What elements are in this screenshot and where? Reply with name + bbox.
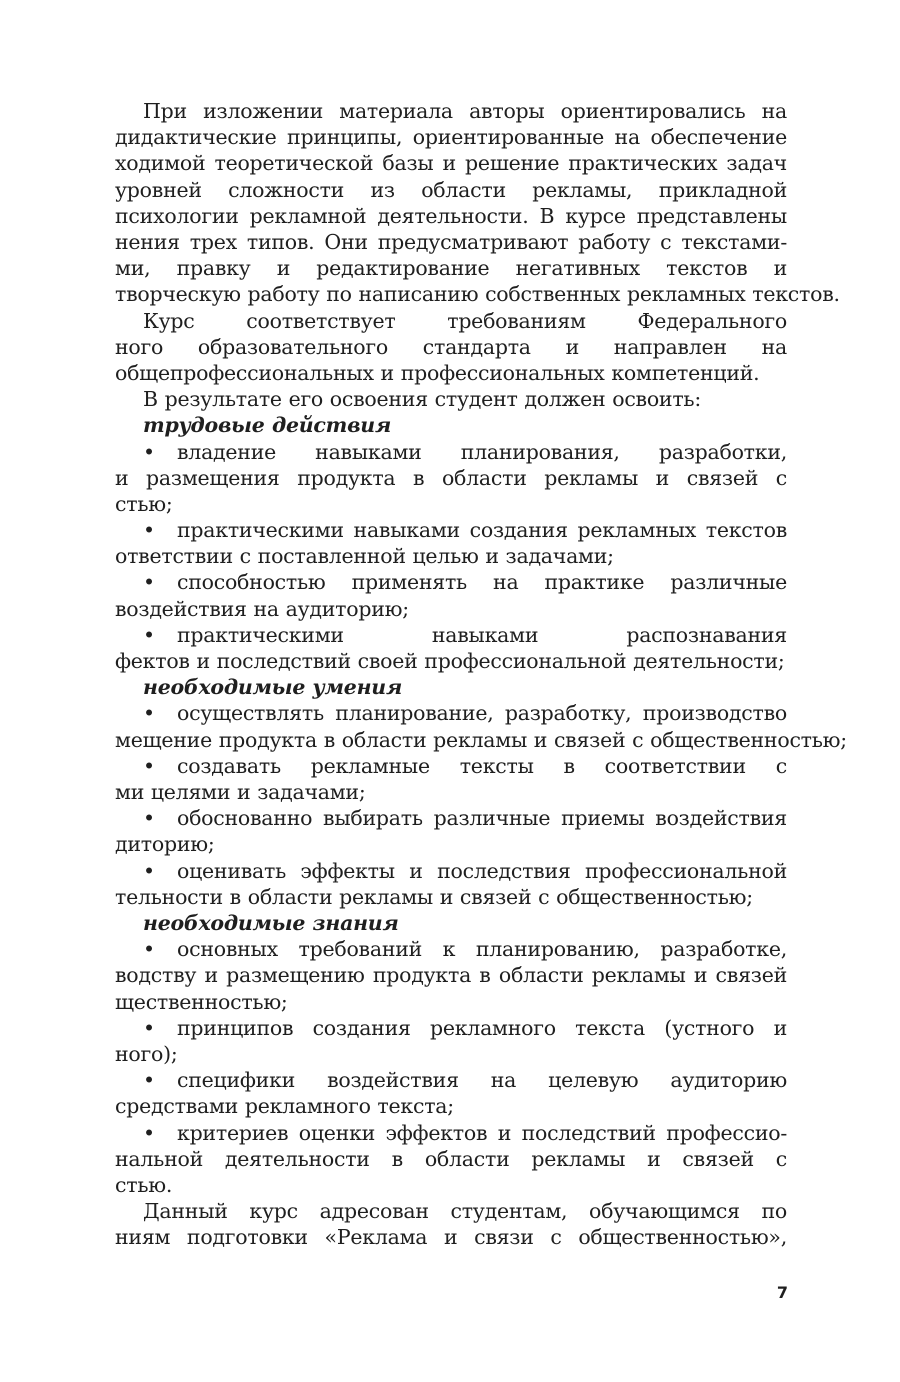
text-line: нальной деятельности в области рекламы и связей с [115,1146,787,1171]
bullet-icon: • [143,1068,155,1093]
text-line: щественностью; [115,989,288,1014]
text-line [115,439,787,465]
list-item-text: специфики воздействия на целевую аудиторию [177,1068,787,1093]
text-line [115,753,787,779]
list-item [115,936,787,1015]
text-line: творческую работу по написанию собственных рекламных текстов. [115,282,840,307]
text-line: ми, правку и редактирование негативных текстов и [115,256,787,281]
text-line: водству и размещению продукта в области рекламы и связей [115,963,787,988]
result-paragraph: В результате его освоения студент должен освоить: [143,387,702,412]
text-line: мещение продукта в области рекламы и связей с общественностью; [115,727,847,752]
bullet-icon: • [143,1120,155,1145]
text-line: Курс соответствует требованиям Федерального [143,308,787,333]
list-item-text: критериев оценки эффектов и последствий профессио- [177,1120,787,1145]
text-line: общепрофессиональных и профессиональных компетенций. [115,360,760,385]
section-heading-labor-actions: трудовые действия [143,413,392,438]
text-line [115,1120,787,1146]
page-body [115,98,847,1251]
text-line: ми целями и задачами; [115,780,366,805]
section-heading-required-skills: необходимые умения [143,675,403,700]
bullet-icon: • [143,1015,155,1040]
text-line: фектов и последствий своей профессиональной деятельности; [115,649,785,674]
bullet-icon: • [143,622,155,647]
bullet-icon: • [143,439,155,464]
list-item-text: практическими навыками создания рекламных текстов [177,518,787,543]
list-item [115,622,787,674]
text-line: диторию; [115,832,215,857]
section-heading-required-knowledge: необходимые знания [143,911,399,936]
text-line [115,700,787,726]
text-line: стью; [115,491,173,516]
list-item-text: создавать рекламные тексты в соответствии с [177,753,787,778]
text-line: ниям подготовки «Реклама и связи с общественностью», [115,1225,787,1250]
list-item [115,1067,787,1119]
text-line [115,1015,787,1041]
bullet-icon: • [143,806,155,831]
text-line: При изложении материала авторы ориентировались на [143,99,787,123]
text-line: ответствии с поставленной целью и задачами; [115,544,614,569]
list-item-text: осуществлять планирование, разработку, производство [177,701,787,726]
list-item-text: обоснованно выбирать различные приемы воздействия [177,806,787,831]
text-line [115,858,787,884]
bullet-icon: • [143,701,155,726]
page-number: 7 [776,1283,788,1302]
list-item-text: способностью применять на практике различные [177,570,787,595]
list-item-text: практическими навыками распознавания [177,622,787,647]
list-item [115,700,847,752]
text-line: Данный курс адресован студентам, обучающимся по [143,1199,787,1224]
list-item-text: основных требований к планированию, разработке, [177,937,787,962]
bullet-icon: • [143,858,155,883]
text-line: ного); [115,1041,178,1066]
list-item [115,569,787,621]
text-line: ходимой теоретической базы и решение практических задач [115,151,787,176]
text-line: ного образовательного стандарта и направлен на [115,334,787,359]
text-line [115,622,787,648]
list-item [115,858,787,910]
text-line [115,936,787,962]
list-item [115,1015,787,1067]
bullet-icon: • [143,753,155,778]
standard-paragraph [115,308,787,387]
list-item [115,439,787,518]
list-item [115,1120,787,1199]
intro-paragraph [115,98,840,308]
text-line: психологии рекламной деятельности. В курсе представлены [115,203,787,228]
text-line: тельности в области рекламы и связей с общественностью; [115,884,753,909]
text-line: и размещения продукта в области рекламы и связей с [115,465,787,490]
list-item-text: оценивать эффекты и последствия профессиональной [177,858,787,883]
text-line: стью. [115,1172,173,1197]
text-line [115,1067,787,1093]
bullet-icon: • [143,937,155,962]
audience-paragraph [115,1198,787,1250]
list-item-text: владение навыками планирования, разработки, [177,439,787,464]
text-line: средствами рекламного текста; [115,1094,454,1119]
text-line: дидактические принципы, ориентированные на обеспечение [115,125,787,150]
text-line [115,805,787,831]
text-line [115,517,787,543]
bullet-icon: • [143,518,155,543]
list-item-text: принципов создания рекламного текста (устного и [177,1015,787,1040]
bullet-icon: • [143,570,155,595]
list-item [115,753,787,805]
list-item [115,805,787,857]
text-line: уровней сложности из области рекламы, прикладной [115,177,787,202]
list-item [115,517,787,569]
text-line: воздействия на аудиторию; [115,596,409,621]
text-line [115,569,787,595]
text-line: нения трех типов. Они предусматривают работу с текстами- [115,229,787,254]
